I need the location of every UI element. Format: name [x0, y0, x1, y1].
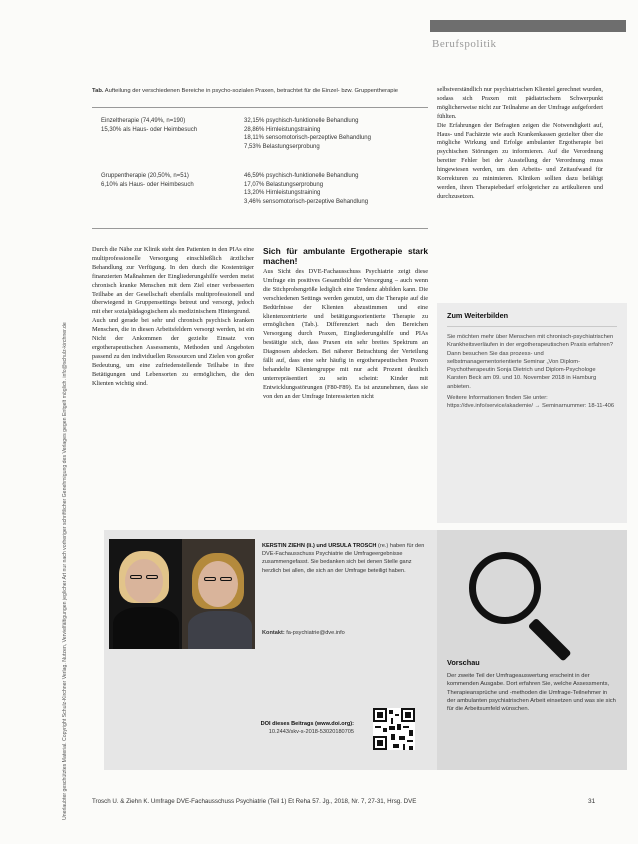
table-rule-bottom — [92, 228, 428, 229]
table-cell: 28,86% Hirnleistungstraining — [244, 126, 321, 133]
paragraph: Die Erfahrungen der Befragten zeigen die Notwendigkeit auf, Haus- und Fachärzte wie auch Krankenkassen gezielter über die mögliche Wirkung und Erfolge ambulanter Ergotherapie bei psychischen Störungen zu informieren. Auf die Verordnung bereiter Fehler bei der Ausstellung der Verordnung muss hingewiesen werden, um den Arbeits- und Zeitaufwand für Korrekturen zu minimieren. Kliniken sollten dazu befähigt werden, ihren Therapiebedarf erfolgreicher zu artikulieren und durchzusetzen. — [437, 121, 603, 200]
table-caption-label: Tab. — [92, 88, 104, 94]
page-number: 31 — [588, 798, 596, 805]
preview-box — [437, 530, 627, 770]
author-description: (re.) haben für den DVE-Fachausschuss Psychiatrie die Umfrageergebnisse zusammengefasst. Sie bedanken sich bei denen Stelle ganz herzlich bei allen, die sich an der Umfrage beteiligt haben. — [262, 543, 425, 574]
table-gruppe-right — [244, 172, 434, 206]
table-cell: 7,53% Belastungserprobung — [244, 143, 320, 150]
preview-title: Vorschau — [447, 658, 480, 667]
table-caption — [92, 87, 428, 95]
table-einzel-right — [244, 117, 434, 151]
table-cell: 18,11% sensomotorisch-perzeptive Behandlung — [244, 135, 371, 141]
doi-value[interactable]: 10.2443/skv-s-2018-53020180705 — [268, 729, 354, 735]
paragraph: Auch und gerade bei sehr und chronisch psychisch kranken Menschen, die in diesen Arbeitsfeldern versorgt werden, ist ein Nicht der Ankommen der gezielte Einsatz von ergotherapeutischen Assessments, Methoden und Angeboten passend zu den individuellen Ressourcen und Zielen von großer Bedeutung, um eine zufriedenstellende Teilhabe in ihre Betätigungen und Lebensorten zu ermöglichen, die den Klienten wichtig sind. — [92, 317, 254, 387]
magnifier-handle-icon — [528, 618, 572, 662]
table-cell: 46,59% psychisch-funktionelle Behandlung — [244, 173, 359, 179]
table-cell: 3,46% sensomotorisch-perzeptive Behandlung — [244, 198, 369, 205]
contact-email[interactable]: fa-psychiatrie@dve.info — [286, 630, 345, 636]
column-left — [92, 246, 254, 389]
table-cell: Einzeltherapie (74,49%, n=190) — [101, 118, 186, 124]
doi-block — [204, 720, 354, 736]
table-cell: 15,30% als Haus- oder Heimbesuch — [101, 126, 198, 133]
footer-citation: Trosch U. & Ziehn K. Umfrage DVE-Fachausschuss Psychiatrie (Teil 1) Et Reha 57. Jg., 2018, Nr. 7, 27-31, Hrsg. DVE — [92, 798, 417, 805]
doi-title: DOI dieses Beitrags (www.doi.org): — [260, 721, 354, 727]
table-caption-text: Aufteilung der verschiedenen Bereiche in psycho-sozialen Praxen, betrachtet für die Einzel- bzw. Gruppentherapie — [104, 88, 399, 94]
author-contact — [262, 630, 345, 636]
author-photos — [109, 539, 255, 649]
column-middle — [263, 246, 428, 402]
magnifier-icon — [469, 552, 541, 624]
author-photo-ziehn — [109, 539, 182, 649]
table-einzel-left — [101, 117, 231, 134]
table-rule-top — [92, 107, 428, 108]
copyright-side-note: Unerlaubter geschütztes Material. Copyright Schulz-Kirchner Verlag. Nutzen, Vervielfältigungen jeglicher Art nur nach vorheriger schriftlicher Genehmigung des Verlages gegen Entgelt möglich. info@schulz-kirchner.de — [62, 322, 68, 820]
table-cell: 17,07% Belastungserprobung — [244, 181, 324, 188]
author-names: KERSTIN ZIEHN (li.) und URSULA TROSCH — [262, 543, 377, 549]
contact-label: Kontakt: — [262, 630, 285, 636]
column-right — [437, 86, 603, 202]
table-cell: Gruppentherapie (20,50%, n=51) — [101, 173, 189, 179]
paragraph: Durch die Nähe zur Klinik steht den Patienten in den PIAs eine multiprofessionelle Versorgung einschließlich ärztlicher Behandlung zur Verfügung. In den durch die Kostenträger finanzierten Maßnahmen der Eingliederungshilfe werden meist chronisch kranke Menschen mit dem Ziel einer verbesserten Teilhabe an der Gesellschaft ebenfalls multiprofessionell und überwiegend in Gruppensettings betreut und versorgt, jedoch mit eher sozialpädagogischem als medizinischem Hintergrund. — [92, 246, 254, 316]
preview-text: Der zweite Teil der Umfrageauswertung erscheint in der kommenden Ausgabe. Dort erfahren Sie, welche Assessments, Therapieansprüche und -methoden die Umfrage-Teilnehmer in der ambulanten psychiatrischen Arbeit einsetzen und was sie sich für die Arbeitsumfeld wünschen. — [447, 673, 616, 713]
paragraph: Aus Sicht des DVE-Fachausschuss Psychiatrie zeigt diese Umfrage ein positives Gesamtbild der Versorgung – auch wenn die Stichprobengröße lediglich eine Tendenz abbilden kann. Die verschiedenen Settings werden genutzt, um die Therapie auf die Bedürfnisse der Klienten abzustimmen und eine klientenzentrierte und betätigungsorientierte Therapie zu ermöglichen (Tab.). Differenziert nach den Bereichen Versorgung durch Praxen, Eingliederungshilfe und PIAs bestätigte sich, dass Praxen ein sehr breites Spektrum an Diagnosen abdecken. Bei näherer Betrachtung der Verteilung fällt auf, dass eine sehr häufig in ergotherapeutischen Praxen behandelte Klientengruppe mit nur acht Prozent deutlich unterrepräsentiert zu sein scheint: Kinder mit Entwicklungsstörungen (F80-F89). Es ist anzunehmen, dass sie von den an der Umfrage Interessierten nicht — [263, 268, 428, 400]
author-bio — [262, 542, 430, 575]
author-photo-trosch — [182, 539, 255, 649]
author-box — [104, 530, 437, 770]
table-cell: 6,10% als Haus- oder Heimbesuch — [101, 181, 194, 188]
section-label: Berufspolitik — [432, 38, 497, 50]
info-box-text: Sie möchten mehr über Menschen mit chronisch-psychiatrischen Krankheitsverläufen in der ergotherapeutischen Praxis erfahren? Dann besuchen Sie das prozess- und selbstmanagementorientierte Seminar „Von Diplom-Psychotherapeutin Sonja Dietrich und Diplom-Psychologe Karsten Beck am 09. und 10. November 2018 in Hamburg anbieten. — [447, 334, 614, 390]
qr-code-icon[interactable] — [373, 708, 415, 750]
table-cell: 32,15% psychisch-funktionelle Behandlung — [244, 118, 359, 124]
section-tab — [430, 20, 626, 32]
divider — [447, 326, 617, 327]
table-cell: 13,20% Hirnleistungstraining — [244, 190, 321, 196]
paragraph: selbstverständlich nur psychiatrischen Klientel gerechnet wurden, sodass sich Praxen mit pädiatrischem Schwerpunkt möglicherweise nicht zur Teilnahme an der Umfrage aufgefordert fühlten. — [437, 86, 603, 120]
section-heading: Sich für ambulante Ergotherapie stark machen! — [263, 246, 428, 266]
info-box-weiterbilden — [437, 303, 627, 523]
info-box-link[interactable]: Weitere Informationen finden Sie unter: https://dve.info/service/akademie/ → Seminarnummer: 18-11-406 — [447, 395, 615, 410]
table-gruppe-left — [101, 172, 231, 189]
info-box-title: Zum Weiterbilden — [447, 311, 509, 320]
